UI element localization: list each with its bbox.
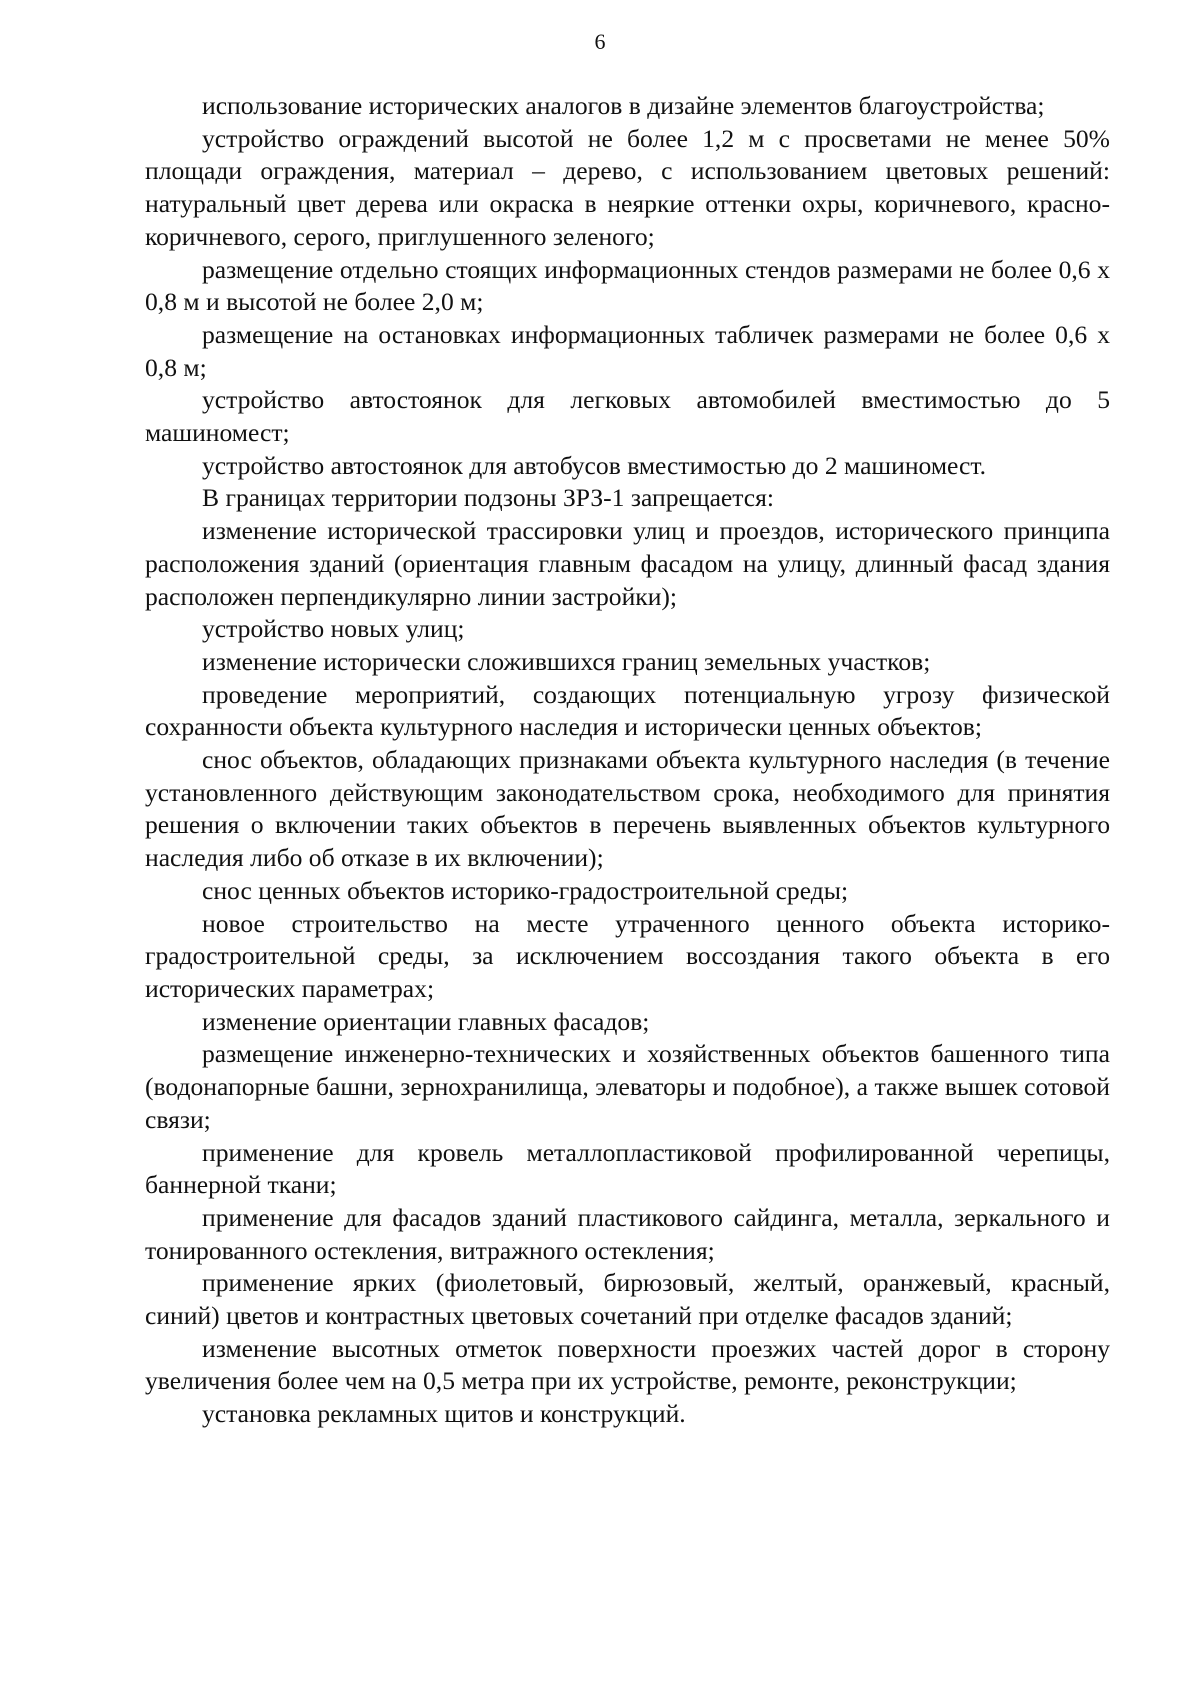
- paragraph: новое строительство на месте утраченного ценного объекта историко-градостроительной среды, за исключением воссоздания такого объекта в его исторических параметрах;: [145, 908, 1110, 1003]
- paragraph: изменение исторической трассировки улиц и проездов, исторического принципа расположения зданий (ориентация главным фасадом на улицу, длинный фасад здания расположен перпендикулярно линии застройки);: [145, 516, 1110, 611]
- paragraph: устройство автостоянок для легковых автомобилей вместимостью до 5 машиномест;: [145, 385, 1110, 448]
- paragraph: изменение ориентации главных фасадов;: [202, 1006, 650, 1036]
- paragraph: применение для фасадов зданий пластикового сайдинга, металла, зеркального и тонированного остекления, витражного остекления;: [145, 1202, 1110, 1265]
- paragraph: изменение высотных отметок поверхности проезжих частей дорог в сторону увеличения более чем на 0,5 метра при их устройстве, ремонте, реконструкции;: [145, 1333, 1110, 1396]
- paragraph: размещение отдельно стоящих информационных стендов размерами не более 0,6 х 0,8 м и высотой не более 2,0 м;: [145, 254, 1110, 317]
- paragraph: устройство новых улиц;: [202, 614, 465, 644]
- paragraph: снос объектов, обладающих признаками объекта культурного наследия (в течение установленного действующим законодательством срока, необходимого для принятия решения о включении таких объектов в перечень выявленных объектов культурного наследия либо об отказе в их включении);: [145, 745, 1110, 873]
- paragraph: применение для кровель металлопластиковой профилированной черепицы, баннерной ткани;: [145, 1137, 1110, 1200]
- page-number: 6: [594, 29, 606, 54]
- paragraph: применение ярких (фиолетовый, бирюзовый, желтый, оранжевый, красный, синий) цветов и контрастных цветовых сочетаний при отделке фасадов зданий;: [145, 1268, 1110, 1331]
- paragraph: установка рекламных щитов и конструкций.: [202, 1399, 686, 1429]
- paragraph: устройство ограждений высотой не более 1,2 м с просветами не менее 50% площади ограждения, материал – дерево, с использованием цветовых решений: натуральный цвет дерева или окраска в неяркие оттенки охры, коричневого, красно-коричневого, серого, приглушенного зеленого;: [145, 123, 1110, 251]
- paragraph: устройство автостоянок для автобусов вместимостью до 2 машиномест.: [202, 450, 987, 480]
- paragraph: изменение исторически сложившихся границ земельных участков;: [202, 646, 931, 676]
- document-body: [145, 90, 1110, 1431]
- paragraph: использование исторических аналогов в дизайне элементов благоустройства;: [202, 91, 1045, 120]
- paragraph: размещение инженерно-технических и хозяйственных объектов башенного типа (водонапорные башни, зернохранилища, элеваторы и подобное), а также вышек сотовой связи;: [145, 1039, 1110, 1134]
- section-heading: В границах территории подзоны ЗРЗ-1 запрещается:: [202, 483, 775, 513]
- paragraph: проведение мероприятий, создающих потенциальную угрозу физической сохранности объекта культурного наследия и исторически ценных объектов;: [145, 679, 1110, 742]
- paragraph: размещение на остановках информационных табличек размерами не более 0,6 х 0,8 м;: [145, 319, 1110, 382]
- paragraph: снос ценных объектов историко-градостроительной среды;: [202, 875, 849, 905]
